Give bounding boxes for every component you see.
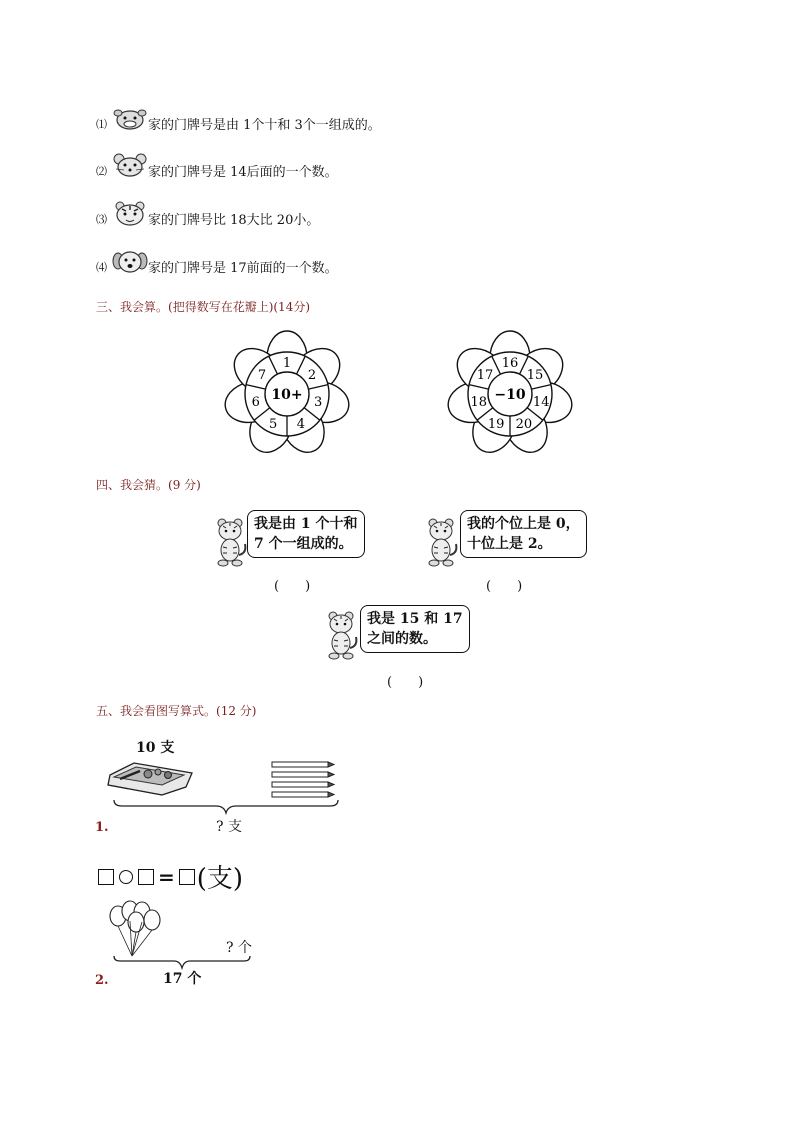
question-text: 家的门牌号是 17前面的一个数。 [148,261,338,276]
guess-3-answer[interactable]: ( ) [387,675,424,690]
section-5-heading [96,702,256,719]
pens-icon [270,760,336,800]
total-label: 17 个 [163,971,202,987]
mouse-face-icon [112,152,148,178]
unit-label: (支) [196,864,244,894]
equals-sign: = [158,864,175,889]
answer-box[interactable] [179,869,195,885]
flower-1-shape [221,331,353,458]
section-title: 四、我会猜。 [96,478,169,492]
bubble-line: 我是 15 和 17 [367,611,463,627]
question-text: 家的门牌号是由 1个十和 3个一组成的。 [148,118,381,133]
pencil-case-icon [104,757,196,797]
question-3 [96,209,319,228]
bubble-line: 十位上是 2。 [467,536,552,552]
flower-ring-number: 14 [532,395,550,411]
bubble-line: 7 个一组成的。 [254,536,353,552]
question-text: 家的门牌号是 14后面的一个数。 [148,165,338,180]
guess-3-bubble [360,605,470,653]
flower-ring-number: 7 [257,368,267,384]
question-1 [96,114,381,133]
section-title: 五、我会看图写算式。 [96,704,217,718]
unknown-label: ? 个 [226,940,252,956]
guess-1-answer[interactable]: ( ) [274,579,311,594]
section-note: (9 分) [168,478,201,492]
answer-box[interactable] [138,869,154,885]
section-note: (12 分) [216,704,257,718]
flower-ring-number: 16 [501,356,519,371]
guess-2-bubble [460,510,587,558]
flower-minus-10 [443,330,577,458]
flower-2-shape [444,331,576,458]
question-number: ⑵ [96,164,107,178]
flower-ring-number: 3 [314,395,323,411]
total-label: ? 支 [216,819,242,835]
flower-ring-number: 15 [526,368,544,384]
flower-ring-number: 19 [487,416,505,432]
flower-ring-number: 4 [296,416,306,432]
question-number: ⑶ [96,212,107,226]
section-title: 三、我会算。 [96,300,169,314]
section-note: (把得数写在花瓣上)(14分) [168,300,311,314]
flower-ring-number: 18 [470,395,488,411]
flower-ring-number: 17 [476,368,494,384]
question-4 [96,257,338,276]
flower-ring-number: 20 [515,416,533,432]
tiger-cub-icon [321,610,361,662]
question-text: 家的门牌号比 18大比 20小。 [148,213,320,228]
problem-2-number: 2. [95,973,109,988]
guess-2-answer[interactable]: ( ) [486,579,523,594]
guess-1-bubble [247,510,365,558]
tiger-face-icon [112,200,148,226]
equation-row [96,858,243,895]
flower-ring-number: 1 [282,356,292,371]
bubble-line: 我是由 1 个十和 [254,516,358,532]
operator-circle[interactable] [119,870,133,884]
pen-count-label: 10 支 [136,740,175,756]
flower-ring-number: 2 [307,368,317,384]
section-3-heading [96,298,310,315]
tiger-cub-icon [421,517,461,569]
flower-center-label: 10+ [271,387,303,403]
flower-ring-number: 5 [268,416,278,432]
flower-add-10 [220,330,354,458]
problem-1-number: 1. [95,820,109,835]
cow-face-icon [112,105,148,131]
bubble-line: 之间的数。 [367,631,437,647]
question-2 [96,161,338,180]
total-brace [112,798,340,816]
dog-face-icon [112,248,148,274]
flower-center-label: −10 [494,387,526,403]
flower-ring-number: 6 [251,395,260,411]
balloons-icon [104,900,166,960]
bubble-line: 我的个位上是 0， [467,516,580,532]
section-4-heading [96,476,201,493]
question-number: ⑴ [96,117,107,131]
tiger-cub-icon [210,517,250,569]
question-number: ⑷ [96,260,107,274]
answer-box[interactable] [98,869,114,885]
